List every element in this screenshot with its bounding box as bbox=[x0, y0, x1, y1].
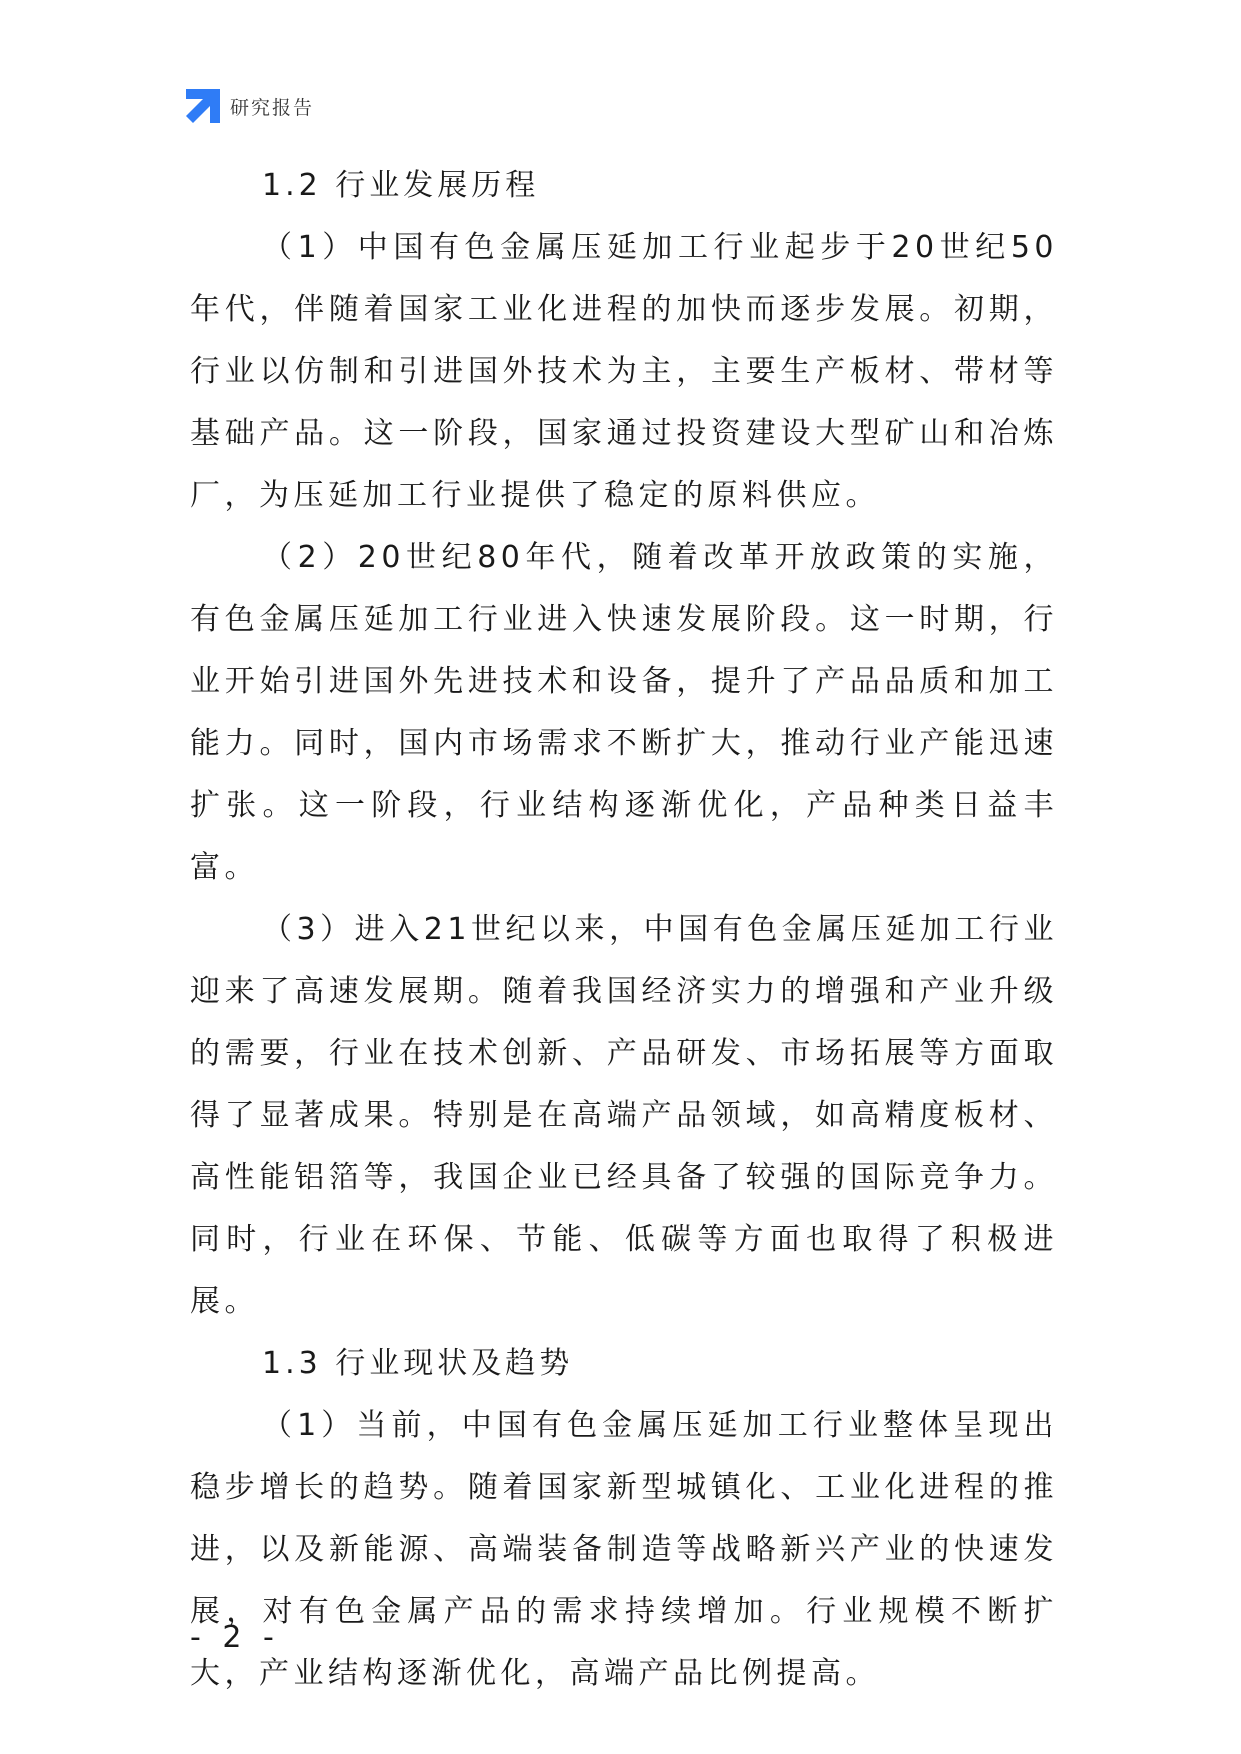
paragraph-1-3-1: （1）当前，中国有色金属压延加工行业整体呈现出稳步增长的趋势。随着国家新型城镇化、工业化进程的推进，以及新能源、高端装备制造等战略新兴产业的快速发展，对有色金属产品的需求持续增加。行业规模不断扩大，产业结构逐渐优化，高端产品比例提高。 bbox=[190, 1408, 1058, 1691]
report-header bbox=[186, 88, 314, 124]
arrow-logo-icon bbox=[186, 89, 220, 123]
section-heading-1-3: 1.3 行业现状及趋势 bbox=[262, 1346, 574, 1381]
paragraph-1-2-1: （1）中国有色金属压延加工行业起步于20世纪50年代，伴随着国家工业化进程的加快而逐步发展。初期，行业以仿制和引进国外技术为主，主要生产板材、带材等基础产品。这一阶段，国家通过投资建设大型矿山和冶炼厂，为压延加工行业提供了稳定的原料供应。 bbox=[190, 230, 1058, 513]
header-title: 研究报告 bbox=[230, 96, 315, 119]
paragraph-1-2-2: （2）20世纪80年代，随着改革开放政策的实施，有色金属压延加工行业进入快速发展阶段。这一时期，行业开始引进国外先进技术和设备，提升了产品品质和加工能力。同时，国内市场需求不断扩大，推动行业产能迅速扩张。这一阶段，行业结构逐渐优化，产品种类日益丰富。 bbox=[190, 540, 1058, 885]
paragraph-1-2-3: （3）进入21世纪以来，中国有色金属压延加工行业迎来了高速发展期。随着我国经济实力的增强和产业升级的需要，行业在技术创新、产品研发、市场拓展等方面取得了显著成果。特别是在高端产品领域，如高精度板材、高性能铝箔等，我国企业已经具备了较强的国际竞争力。同时，行业在环保、节能、低碳等方面也取得了积极进展。 bbox=[190, 912, 1058, 1319]
page-number: - 2 - bbox=[190, 1620, 280, 1655]
section-heading-1-2: 1.2 行业发展历程 bbox=[262, 168, 540, 203]
document-body bbox=[190, 155, 1058, 1705]
